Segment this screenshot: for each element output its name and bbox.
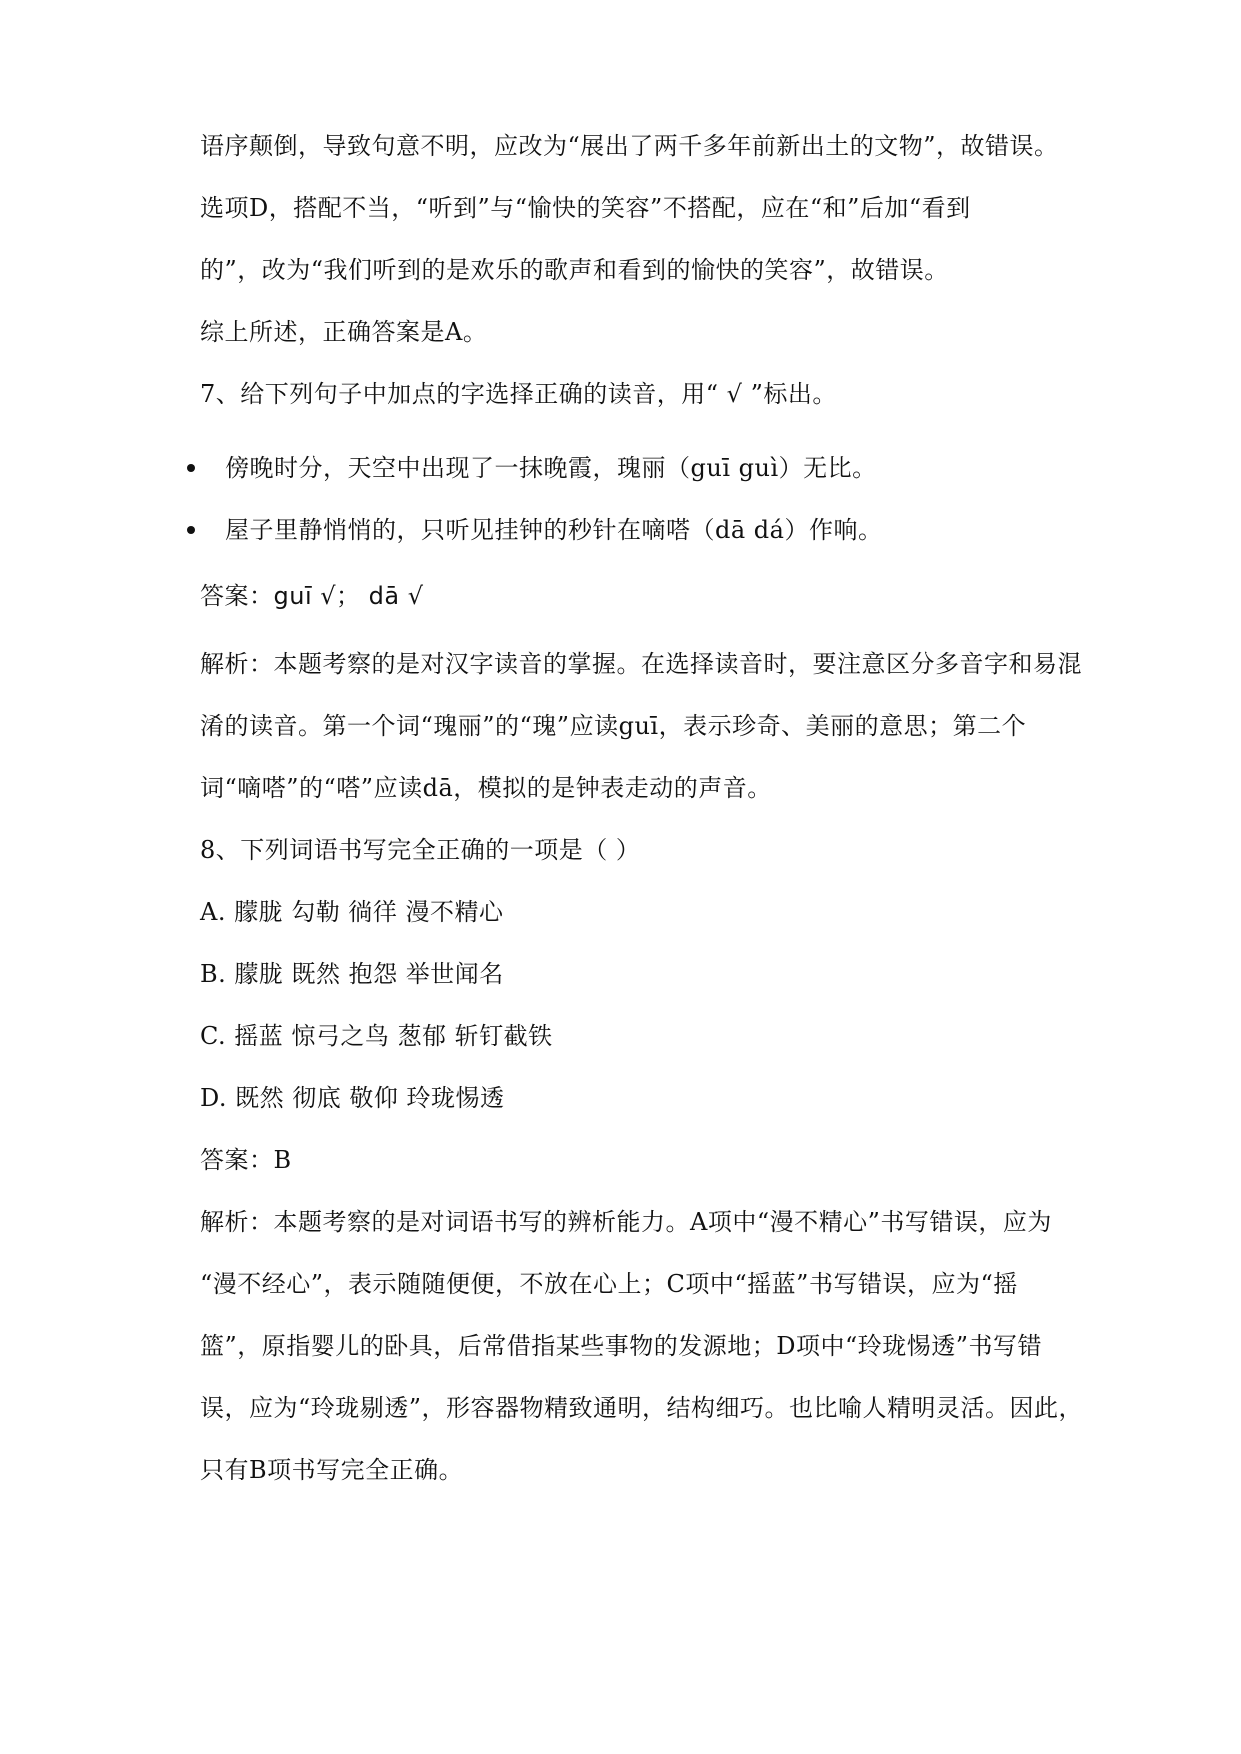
analysis-line: 误，应为“玲珑剔透”，形容器物精致通明，结构细巧。也比喻人精明灵活。因此， — [200, 1394, 1084, 1422]
analysis-line: “漫不经心”，表示随随便便，不放在心上；C项中“摇蓝”书写错误，应为“摇 — [200, 1270, 1018, 1298]
question-7-heading: 7、给下列句子中加点的字选择正确的读音，用“ √ ”标出。 — [200, 380, 837, 408]
analysis-line: 淆的读音。第一个词“瑰丽”的“瑰”应读guī，表示珍奇、美丽的意思；第二个 — [200, 712, 1027, 740]
answer-label: 答案： — [200, 582, 274, 610]
answer-value: guī √； dā √ — [273, 582, 424, 610]
option-c: C. 摇蓝 惊弓之鸟 葱郁 斩钉截铁 — [200, 1022, 553, 1050]
analysis-line: 解析：本题考察的是对词语书写的辨析能力。A项中“漫不精心”书写错误，应为 — [200, 1208, 1052, 1236]
analysis-line: 篮”，原指婴儿的卧具，后常借指某些事物的发源地；D项中“玲珑惕透”书写错 — [200, 1332, 1043, 1360]
summary-line: 综上所述，正确答案是A。 — [200, 318, 488, 346]
paragraph-line: 选项D，搭配不当，“听到”与“愉快的笑容”不搭配，应在“和”后加“看到 — [200, 194, 971, 222]
bullet-item: 屋子里静悄悄的，只听见挂钟的秒针在嘀嗒（dā dá）作响。 — [225, 516, 883, 544]
bullet-item: 傍晚时分，天空中出现了一抹晚霞，瑰丽（guī guì）无比。 — [225, 454, 877, 482]
answer-line: 答案：B — [200, 1146, 292, 1174]
bullet-dot — [187, 464, 195, 472]
paragraph-line: 的”，改为“我们听到的是欢乐的歌声和看到的愉快的笑容”，故错误。 — [200, 256, 949, 284]
bullet-dot — [187, 526, 195, 534]
analysis-line: 只有B项书写完全正确。 — [200, 1456, 464, 1484]
analysis-line: 解析：本题考察的是对汉字读音的掌握。在选择读音时，要注意区分多音字和易混 — [200, 650, 1082, 678]
answer-line — [200, 580, 424, 612]
question-8-heading: 8、下列词语书写完全正确的一项是（ ） — [200, 836, 641, 864]
paragraph-line: 语序颠倒，导致句意不明，应改为“展出了两千多年前新出土的文物”，故错误。 — [200, 132, 1059, 160]
option-d: D. 既然 彻底 敬仰 玲珑惕透 — [200, 1084, 505, 1112]
option-a: A. 朦胧 勾勒 徜徉 漫不精心 — [200, 898, 504, 926]
option-b: B. 朦胧 既然 抱怨 举世闻名 — [200, 960, 504, 988]
analysis-line: 词“嘀嗒”的“嗒”应读dā，模拟的是钟表走动的声音。 — [200, 774, 772, 802]
